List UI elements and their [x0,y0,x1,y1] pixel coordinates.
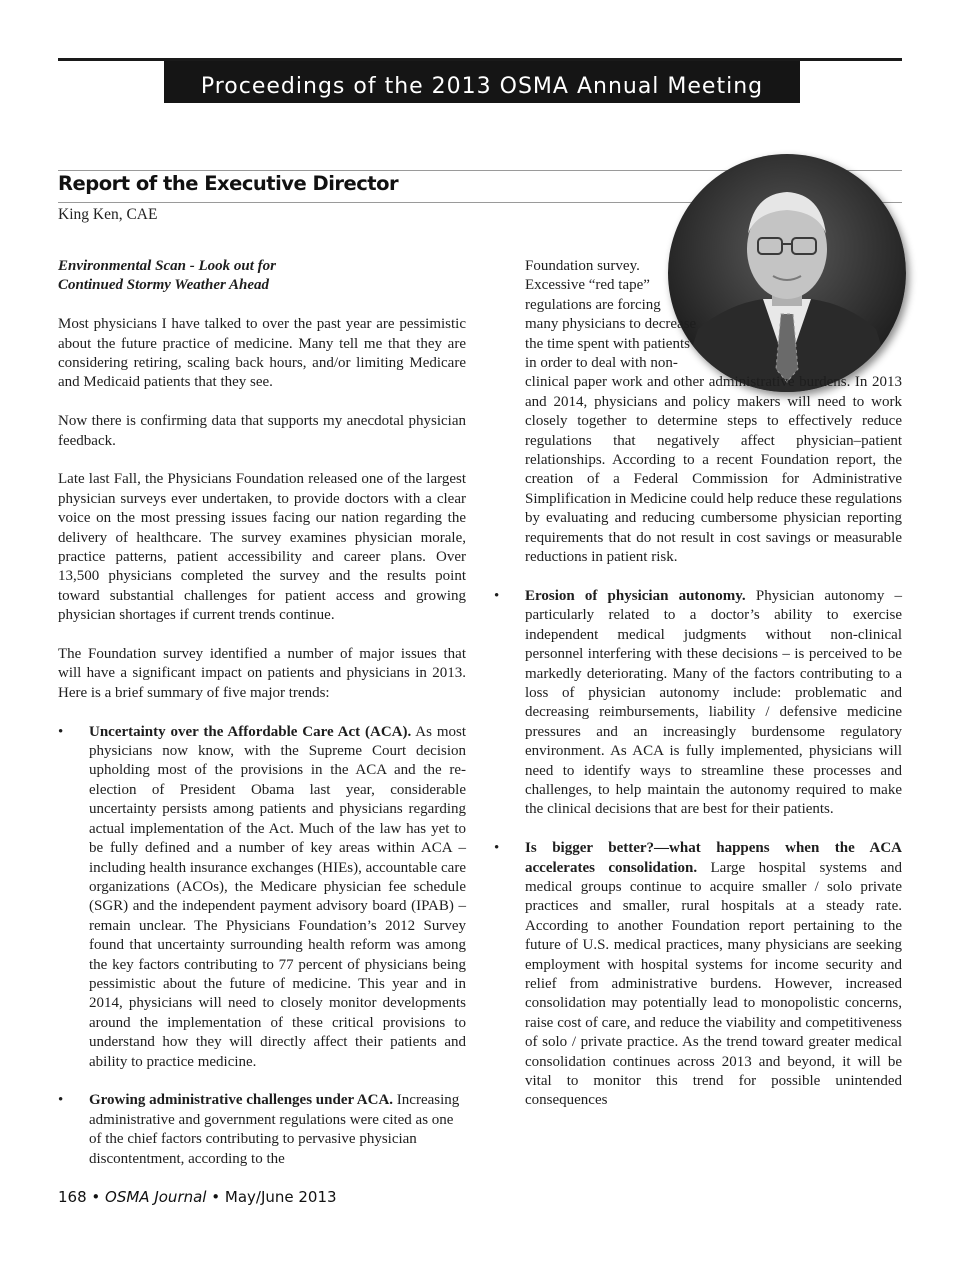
bullet-heading: Erosion of physician autonomy. [525,587,746,604]
issue-date: • May/June 2013 [211,1188,337,1206]
bullet-item [58,723,466,1072]
page-number: 168 • [58,1188,101,1206]
journal-name: OSMA Journal [105,1188,207,1206]
bullet-icon: • [494,587,500,604]
section-subhead: Environmental Scan - Look out for Continued Stormy Weather Ahead [58,258,276,294]
bullet-item [494,587,902,820]
right-column [494,257,903,1111]
article-title: Report of the Executive Director [58,172,399,195]
bullet-icon: • [58,723,64,740]
bullet-heading: Uncertainty over the Affordable Care Act (ACA). [89,723,412,740]
bullet-item [58,1091,466,1169]
article-author: King Ken, CAE [58,206,158,223]
bullet-item [494,839,902,1111]
continuation-wrapped: Foundation survey. Excessive “red tape” regulations are forcing many physicians to decrease the time spent with patients in order to deal with non- [525,258,697,372]
bullet-text: Increasing administrative and government regulations were cited as one of the chief factors contributing to pervasive physician discontentment, according to the [89,1092,460,1167]
continuation-text: clinical paper work and other administrative burdens. In 2013 and 2014, physicians and policy makers will need to work closely together to determine steps to effectively reduce regulations that negatively affect physician–patient relationships. According to a recent Foundation report, the creation of a Federal Commission for Administrative Simplification in Medicine could help reduce these regulations by evaluating and reducing cumbersome physician reporting requirements that do not result in cost savings or measurable reductions in patient risk. [525,374,902,566]
banner-title: Proceedings of the 2013 OSMA Annual Meeting [164,61,800,103]
paragraph: Most physicians I have talked to over the past year are pessimistic about the future practice of medicine. Many tell me that they are considering retiring, scaling back hours, and/or limiting Medicare and Medicaid patients that they see. [58,316,466,391]
left-column [58,257,466,1169]
paragraph: Now there is confirming data that supports my anecdotal physician feedback. [58,413,466,449]
paragraph: The Foundation survey identified a number of major issues that will have a significant impact on patients and physicians in 2013. Here is a brief summary of five major trends: [58,646,466,701]
page-footer [58,1188,337,1206]
bullet-text: Large hospital systems and medical groups continue to acquire smaller / solo private practices and smaller, rural hospitals at a steady rate. According to another Foundation report pertaining to the future of U.S. medical practices, many physicians are seeking employment with hospital systems for income security and relief from administrative burdens. However, increased consolidation may potentially lead to monopolistic concerns, raise cost of care, and reduce the viability and competitiveness of solo / private practice. As the trend toward greater medical consolidation continues across 2013 and beyond, it will be vital to monitor this trend for possible unintended consequences [525,859,903,1109]
bullet-icon: • [58,1092,64,1109]
bullet-text: As most physicians now know, with the Supreme Court decision upholding most of the provisions in the ACA and the re-election of President Obama last year, considerable uncertainty persists among patients and physicians regarding actual implementation of the Act. Much of the law has yet to be fully defined and a number of key areas within ACA – including health insurance exchanges (HIEs), accountable care organizations (ACOs), the Medicare physician fee schedule (SGR) and the independent payment advisory board (IPAB) – remain unclear. The Physicians Foundation’s 2012 Survey found that uncertainty surrounding health reform was among the key factors contributing to 77 percent of physicians being pessimistic about the future of medicine. This year and in 2014, physicians will need to closely monitor developments around the implementation of these critical provisions to understand how they will directly affect their patients and ability to practice medicine. [89,723,466,1070]
bullet-heading: Is bigger better?—what happens when the ACA accelerates consolidation. [525,840,902,876]
bullet-heading: Growing administrative challenges under ACA. [89,1092,394,1109]
bullet-text: Physician autonomy – particularly related to a doctor’s ability to exercise independent medical judgments without non-clinical personnel interfering with these decisions – is perceived to be markedly deteriorating. Many of the factors contributing to a loss of physician autonomy include: problematic and decreasing reimbursements, liability / defensive medicine pressures and an increasingly burdensome regulatory environment. As ACA is fully implemented, physicians will need to identify ways to streamline these processes and challenges, to help maintain the autonomy required to make the clinical decisions that are best for their patients. [525,587,903,818]
paragraph: Late last Fall, the Physicians Foundation released one of the largest physician surveys ever undertaken, to provide doctors with a clear voice on the most pressing issues facing our nation regarding the delivery of healthcare. The survey examines physician morale, practice patterns, patient accessibility and career plans. Over 13,500 physicians completed the survey and the results point toward substantial challenges for patient access and growing physician shortages if current trends continue. [58,471,466,624]
bullet-icon: • [494,840,500,857]
